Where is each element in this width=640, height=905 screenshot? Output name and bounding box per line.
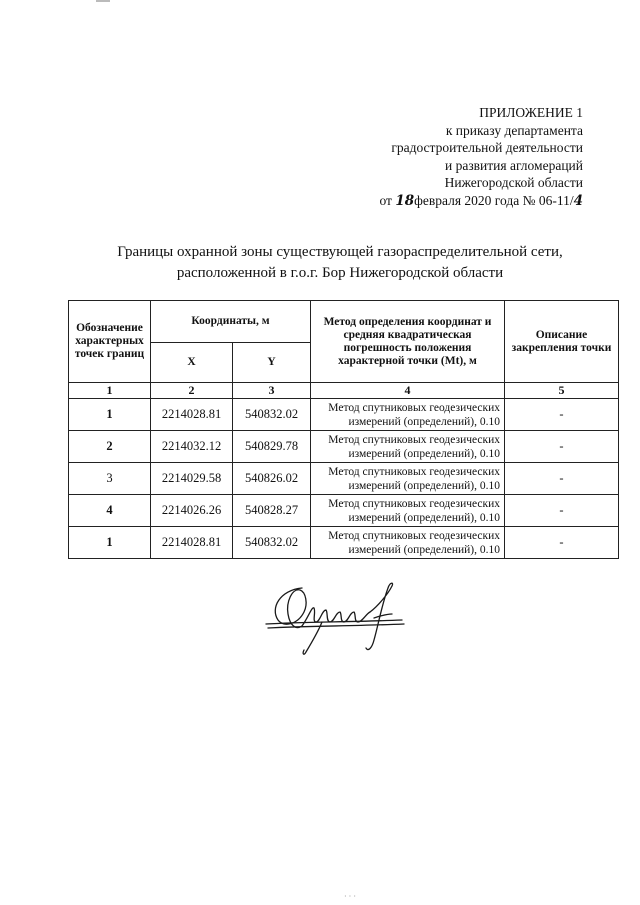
title-line-1: Границы охранной зоны существующей газораспределительной сети, — [117, 244, 563, 260]
method-line-1: Метод спутниковых геодезических — [328, 433, 500, 446]
document-title — [60, 242, 620, 284]
appendix-line-5: Нижегородской области — [444, 175, 583, 190]
cell-x: 2214032.12 — [151, 431, 233, 463]
header-description: Описание закрепления точки — [505, 301, 619, 383]
appendix-line-2: к приказу департамента — [445, 122, 583, 138]
header-y: Y — [233, 343, 311, 383]
method-line-1: Метод спутниковых геодезических — [328, 401, 500, 414]
appendix-line-3: градостроительной деятельности — [391, 140, 583, 155]
handwritten-day: 18 — [395, 192, 415, 209]
table-row — [69, 431, 619, 463]
column-number: 3 — [233, 383, 311, 399]
handwritten-order-suffix: 4 — [573, 192, 583, 209]
cell-description: - — [505, 399, 619, 431]
method-line-2: измерений (определений), 0.10 — [348, 479, 500, 492]
cell-x: 2214028.81 — [151, 527, 233, 559]
cell-method — [311, 495, 505, 527]
cell-point: 4 — [69, 495, 151, 527]
column-number: 1 — [69, 383, 151, 399]
cell-y: 540832.02 — [233, 399, 311, 431]
cell-description: - — [505, 495, 619, 527]
title-line-2: расположенной в г.о.г. Бор Нижегородской области — [176, 265, 504, 281]
cell-method — [311, 463, 505, 495]
appendix-title: ПРИЛОЖЕНИЕ 1 — [479, 105, 583, 120]
cell-y: 540832.02 — [233, 527, 311, 559]
table-row — [69, 399, 619, 431]
table-row — [69, 527, 619, 559]
cell-method — [311, 431, 505, 463]
method-line-1: Метод спутниковых геодезических — [328, 497, 500, 510]
cell-description: - — [505, 463, 619, 495]
column-number: 2 — [151, 383, 233, 399]
date-rest: февраля 2020 года № 06-11/ — [414, 192, 574, 208]
method-line-2: измерений (определений), 0.10 — [348, 543, 500, 556]
cell-x: 2214028.81 — [151, 399, 233, 431]
order-date-line — [283, 192, 583, 211]
column-number: 5 — [505, 383, 619, 399]
appendix-header — [283, 104, 583, 210]
cell-point: 2 — [69, 431, 151, 463]
appendix-line-4: и развития агломераций — [444, 157, 583, 173]
table-row — [69, 495, 619, 527]
method-line-2: измерений (определений), 0.10 — [348, 447, 500, 460]
method-line-1: Метод спутниковых геодезических — [328, 465, 500, 478]
cell-description: - — [505, 527, 619, 559]
signature — [262, 578, 422, 658]
header-point: Обозначение характерных точек границ — [69, 301, 151, 383]
table-row — [69, 463, 619, 495]
cell-y: 540828.27 — [233, 495, 311, 527]
header-x: X — [151, 343, 233, 383]
cell-description: - — [505, 431, 619, 463]
header-method: Метод определения координат и средняя квадратическая погрешность положения характерной точки (Mt), м — [311, 301, 505, 383]
column-number: 4 — [311, 383, 505, 399]
cell-method — [311, 399, 505, 431]
method-line-2: измерений (определений), 0.10 — [348, 511, 500, 524]
scan-artifact — [96, 0, 110, 2]
header-coords: Координаты, м — [151, 301, 311, 343]
cell-point: 3 — [69, 463, 151, 495]
cell-x: 2214029.58 — [151, 463, 233, 495]
method-line-1: Метод спутниковых геодезических — [328, 529, 500, 542]
coordinates-table — [68, 300, 619, 559]
cell-x: 2214026.26 — [151, 495, 233, 527]
cell-y: 540829.78 — [233, 431, 311, 463]
cell-point: 1 — [69, 527, 151, 559]
cell-point: 1 — [69, 399, 151, 431]
cell-y: 540826.02 — [233, 463, 311, 495]
method-line-2: измерений (определений), 0.10 — [348, 415, 500, 428]
scan-artifact: · · · — [344, 892, 356, 901]
date-prefix: от — [379, 192, 392, 208]
cell-method — [311, 527, 505, 559]
